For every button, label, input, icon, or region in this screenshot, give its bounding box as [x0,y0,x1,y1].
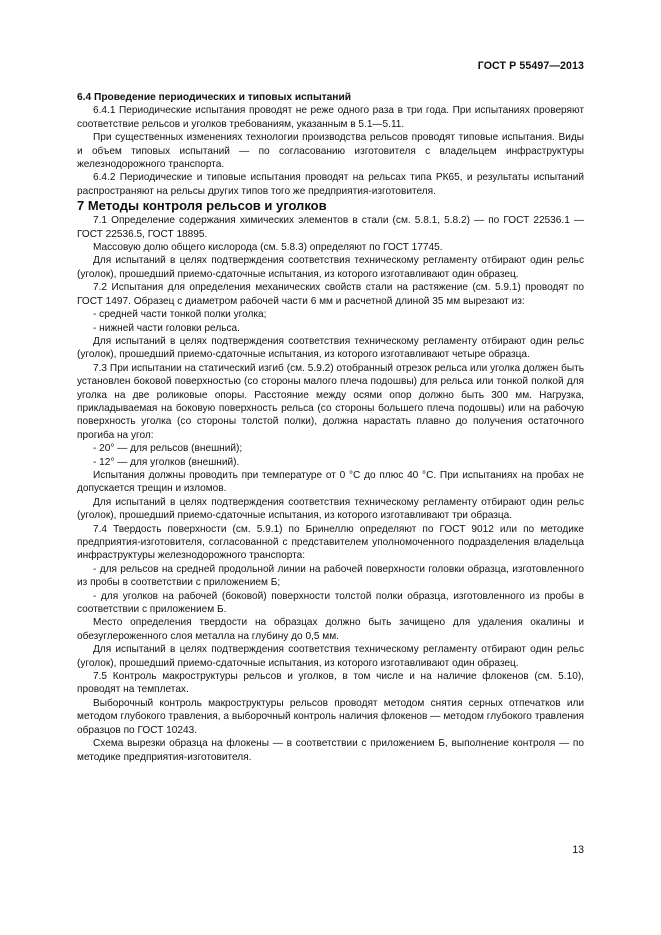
paragraph: Схема вырезки образца на флокены — в соответствии с приложением Б, выполнение контроля — по методике предприятия-изготовителя. [77,738,584,763]
paragraph: 7.2 Испытания для определения механических свойств стали на растяжение (см. 5.9.1) проводят по ГОСТ 1497. Образец с диаметром рабочей части 6 мм и расчетной длиной 35 мм вырезают из: [77,282,584,307]
document-code-header: ГОСТ Р 55497—2013 [477,60,584,72]
subsection-heading-6-4: 6.4 Проведение периодических и типовых испытаний [77,92,351,103]
paragraph: 7.5 Контроль макроструктуры рельсов и уголков, в том числе и на наличие флокенов (см. 5.10), проводят на темплетах. [77,671,584,696]
paragraph: Для испытаний в целях подтверждения соответствия техническому регламенту отбирают один рельс (уголок), прошедший приемо-сдаточные испытания, из которого изготавливают один образец. [77,644,584,669]
list-item: - 12° — для уголков (внешний). [93,456,240,468]
paragraph: Для испытаний в целях подтверждения соответствия техническому регламенту отбирают один рельс (уголок), прошедший приемо-сдаточные испытания, из которого изготавливают три образца. [77,496,584,522]
paragraph: 6.4.2 Периодические и типовые испытания проводят на рельсах типа РК65, и результаты испытаний распространяют на рельсы других типов того же предприятия-изготовителя. [77,172,584,197]
list-item: - для уголков на рабочей (боковой) поверхности толстой полки образца, изготовленного из пробы в соответствии с приложением Б. [77,590,584,616]
paragraph: При существенных изменениях технологии производства рельсов проводят типовые испытания. Виды и объем типовых испытаний — по согласованию изготовителя с владельцем инфраструктуры железнодорожного транспорта. [77,132,584,171]
page-content [77,91,584,764]
paragraph: Выборочный контроль макроструктуры рельсов проводят методом снятия серных отпечатков или методом глубокого травления, а выборочный контроль наличия флокенов — методом глубокого травления образцов по ГОСТ 10243. [77,697,584,736]
paragraph: 7.4 Твердость поверхности (см. 5.9.1) по Бринеллю определяют по ГОСТ 9012 или по методике предприятия-изготовителя, согласованной с представителем уполномоченного подразделения владельца инфраструктуры железнодорожного транспорта: [77,523,584,562]
paragraph: 6.4.1 Периодические испытания проводят не реже одного раза в три года. При испытаниях проверяют соответствие рельсов и уголков требованиям, указанным в 5.1—5.11. [77,105,584,130]
list-item: - для рельсов на средней продольной линии на рабочей поверхности головки образца, изготовленного из пробы в соответствии с приложением Б; [77,563,584,589]
paragraph: Для испытаний в целях подтверждения соответствия техническому регламенту отбирают один рельс (уголок), прошедший приемо-сдаточные испытания, из которого изготавливают четыре образца. [77,335,584,361]
paragraph: 7.3 При испытании на статический изгиб (см. 5.9.2) отобранный отрезок рельса или уголка должен быть установлен боковой поверхностью (со стороны малого плеча подошвы) для рельса или тонкой полкой для уголка на две роликовые опоры. Расстояние между осями опор должно быть 300 мм. Нагрузка, прикладываемая на боковую поверхность рельса (со стороны большего плеча подошвы) или на рабочую поверхность уголка (со стороны толстой полки), должна нарастать плавно до получения остаточного прогиба на угол: [77,362,584,441]
list-item: - средней части тонкой полки уголка; [93,309,267,321]
section-heading-7: 7 Методы контроля рельсов и уголков [77,198,327,214]
list-item: - 20° — для рельсов (внешний); [93,443,243,455]
paragraph: Массовую долю общего кислорода (см. 5.8.3) определяют по ГОСТ 17745. [93,242,443,254]
paragraph: 7.1 Определение содержания химических элементов в стали (см. 5.8.1, 5.8.2) — по ГОСТ 22536.1 — ГОСТ 22536.5, ГОСТ 18895. [77,215,584,240]
page-number: 13 [572,844,584,856]
paragraph: Место определения твердости на образцах должно быть зачищено для удаления окалины и обезуглероженного слоя металла на глубину до 0,5 мм. [77,617,584,642]
paragraph: Испытания должны проводить при температуре от 0 °С до плюс 40 °С. При испытаниях на пробах не допускается трещин и изломов. [77,469,584,495]
paragraph: Для испытаний в целях подтверждения соответствия техническому регламенту отбирают один рельс (уголок), прошедший приемо-сдаточные испытания, из которого изготавливают один образец. [77,255,584,280]
list-item: - нижней части головки рельса. [93,322,240,334]
